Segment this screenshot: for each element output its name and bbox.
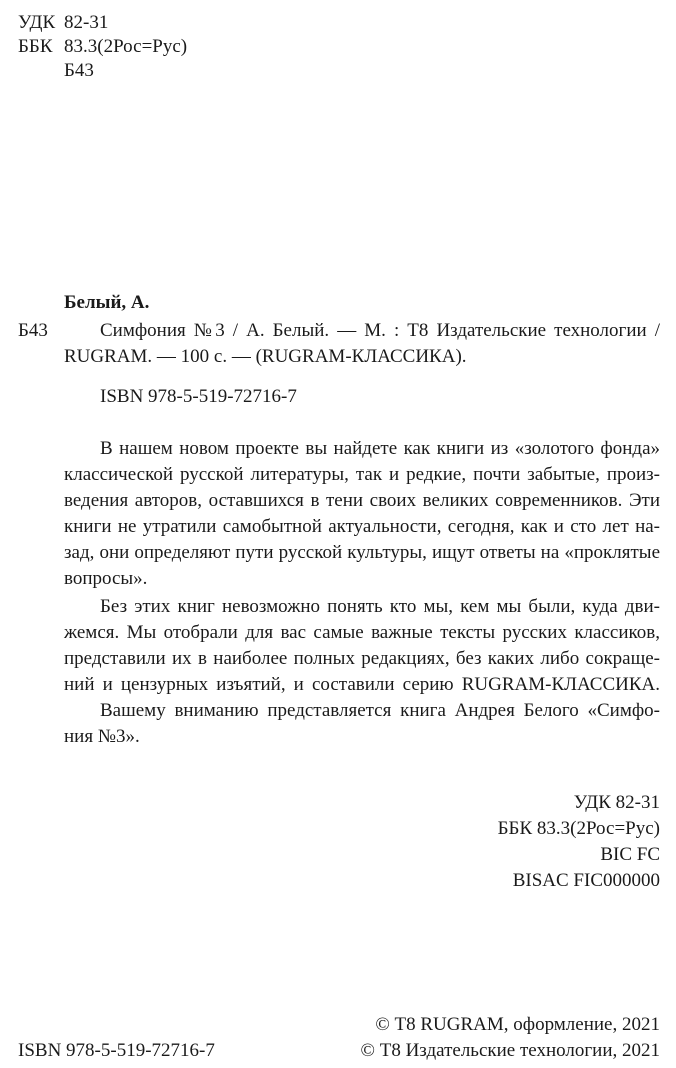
bbk-value: 83.3(2Рос=Рус) bbox=[64, 36, 188, 57]
annotation-line: зад, они определяют пути русской культуры, ищут ответы на «проклятые bbox=[64, 542, 660, 563]
classification-bbk: ББК 83.3(2Рос=Рус) bbox=[497, 818, 660, 839]
author-mark-header: Б43 bbox=[64, 60, 94, 81]
annotation-line: классической русской литературы, так и редкие, почти забытые, произ- bbox=[64, 464, 660, 485]
annotation-line: В нашем новом проекте вы найдете как книги из «золотого фонда» bbox=[100, 438, 660, 459]
annotation-line: представили их в наиболее полных редакциях, без каких либо сокраще- bbox=[64, 648, 660, 669]
annotation-line: ведения авторов, оставшихся в тени своих великих современников. Эти bbox=[64, 490, 660, 511]
footer-copyright-design: © Т8 RUGRAM, оформление, 2021 bbox=[375, 1014, 660, 1035]
record-description-line1: Симфония №3 / А. Белый. — М. : Т8 Издательские технологии / bbox=[100, 320, 660, 341]
classification-bisac: BISAC FIC000000 bbox=[512, 870, 660, 891]
udk-label: УДК bbox=[18, 12, 56, 33]
annotation-line: ния №3». bbox=[64, 726, 140, 747]
annotation-line: вопросы». bbox=[64, 568, 148, 589]
footer-isbn: ISBN 978-5-519-72716-7 bbox=[18, 1040, 215, 1061]
annotation-line: книги не утратили самобытной актуальности, сегодня, как и сто лет на- bbox=[64, 516, 660, 537]
classification-udk: УДК 82-31 bbox=[573, 792, 660, 813]
bbk-label: ББК bbox=[18, 36, 53, 57]
record-isbn: ISBN 978-5-519-72716-7 bbox=[100, 386, 297, 407]
footer-copyright-publisher: © Т8 Издательские технологии, 2021 bbox=[360, 1040, 660, 1061]
annotation-line: жемся. Мы отобрали для вас самые важные тексты русских классиков, bbox=[64, 622, 660, 643]
record-description-line2: RUGRAM. — 100 с. — (RUGRAM-КЛАССИКА). bbox=[64, 346, 467, 367]
record-author: Белый, А. bbox=[64, 292, 150, 313]
annotation-line: ний и цензурных изъятий, и составили серию RUGRAM-КЛАССИКА. bbox=[64, 674, 660, 695]
udk-value: 82-31 bbox=[64, 12, 109, 33]
classification-bic: BIC FC bbox=[600, 844, 660, 865]
annotation-line: Вашему вниманию представляется книга Андрея Белого «Симфо- bbox=[100, 700, 660, 721]
annotation-line: Без этих книг невозможно понять кто мы, кем мы были, куда дви- bbox=[100, 596, 660, 617]
record-author-mark: Б43 bbox=[18, 320, 48, 341]
